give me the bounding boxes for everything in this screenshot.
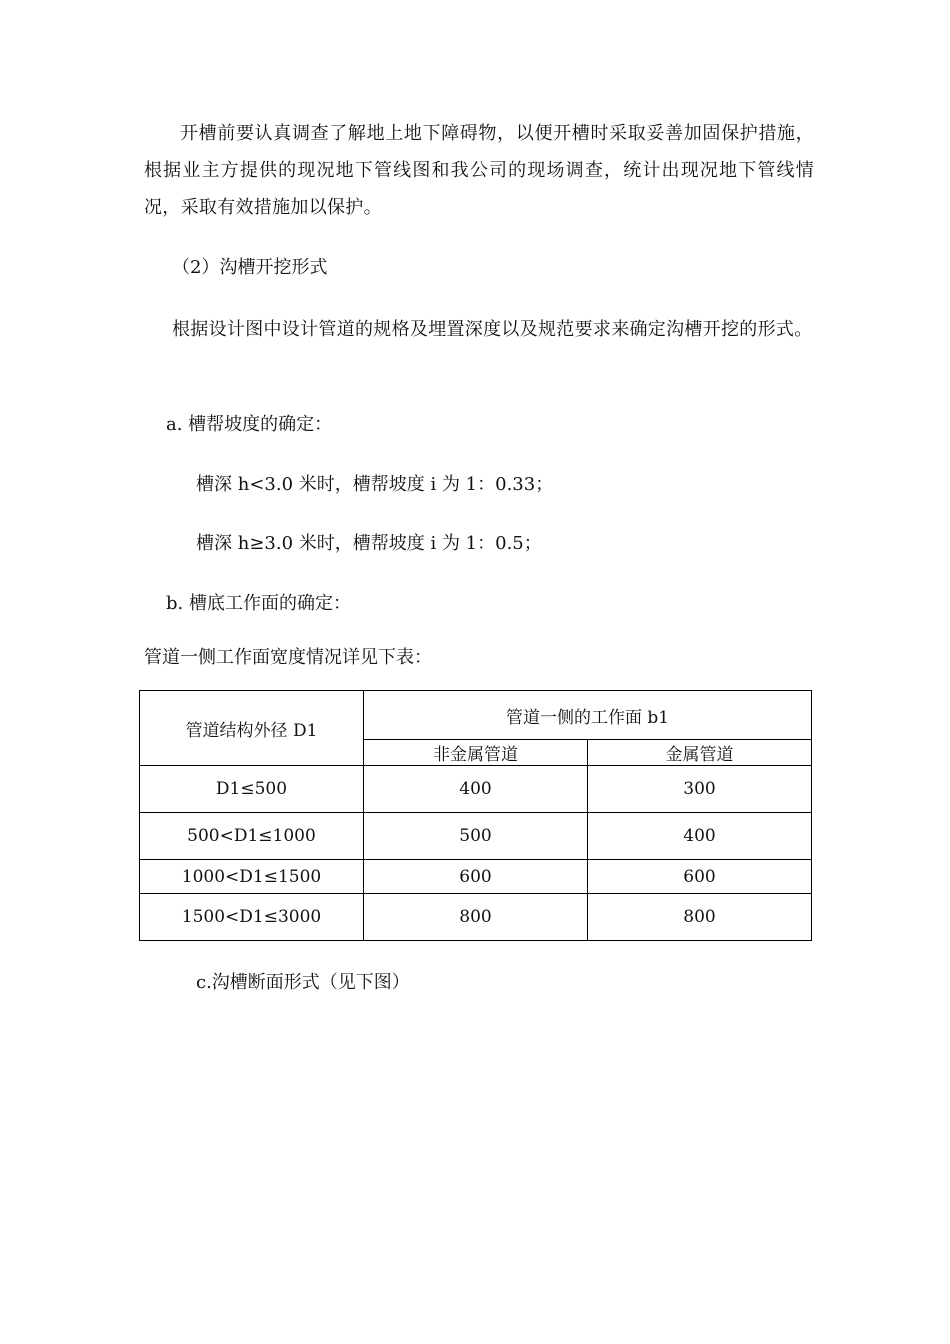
section-heading: （2）沟槽开挖形式	[172, 257, 328, 278]
table-row	[140, 813, 812, 860]
table-row	[140, 894, 812, 941]
table-intro: 管道一侧工作面宽度情况详见下表：	[144, 647, 432, 668]
slope-rule-shallow: 槽深 h<3.0 米时，槽帮坡度 i 为 1：0.33；	[196, 474, 554, 495]
cell-metal: 600	[588, 860, 812, 894]
cell-metal: 800	[588, 894, 812, 941]
cell-nonmetal: 500	[364, 813, 588, 860]
item-c-title: c.沟槽断面形式（见下图）	[196, 972, 410, 993]
header-outer-diameter: 管道结构外径 D1	[140, 691, 364, 766]
slope-rule-deep: 槽深 h≥3.0 米时，槽帮坡度 i 为 1：0.5；	[196, 533, 542, 554]
cell-nonmetal: 800	[364, 894, 588, 941]
item-a-title: a. 槽帮坡度的确定：	[166, 414, 333, 435]
table-row	[140, 766, 812, 813]
header-nonmetal: 非金属管道	[364, 740, 588, 766]
intro-paragraph: 开槽前要认真调查了解地上地下障碍物，以便开槽时采取妥善加固保护措施，根据业主方提供的现况地下管线图和我公司的现场调查，统计出现况地下管线情况，采取有效措施加以保护。	[144, 123, 814, 218]
header-workface-group: 管道一侧的工作面 b1	[364, 691, 812, 740]
basis-paragraph: 根据设计图中设计管道的规格及埋置深度以及规范要求来确定沟槽开挖的形式。	[172, 319, 813, 340]
cell-d1: 1500<D1≤3000	[140, 894, 364, 941]
workface-width-table	[139, 690, 812, 941]
cell-nonmetal: 600	[364, 860, 588, 894]
cell-d1: D1≤500	[140, 766, 364, 813]
cell-d1: 500<D1≤1000	[140, 813, 364, 860]
item-b-title: b. 槽底工作面的确定：	[166, 593, 351, 614]
header-metal: 金属管道	[588, 740, 812, 766]
cell-metal: 300	[588, 766, 812, 813]
cell-nonmetal: 400	[364, 766, 588, 813]
cell-d1: 1000<D1≤1500	[140, 860, 364, 894]
table-row	[140, 860, 812, 894]
cell-metal: 400	[588, 813, 812, 860]
